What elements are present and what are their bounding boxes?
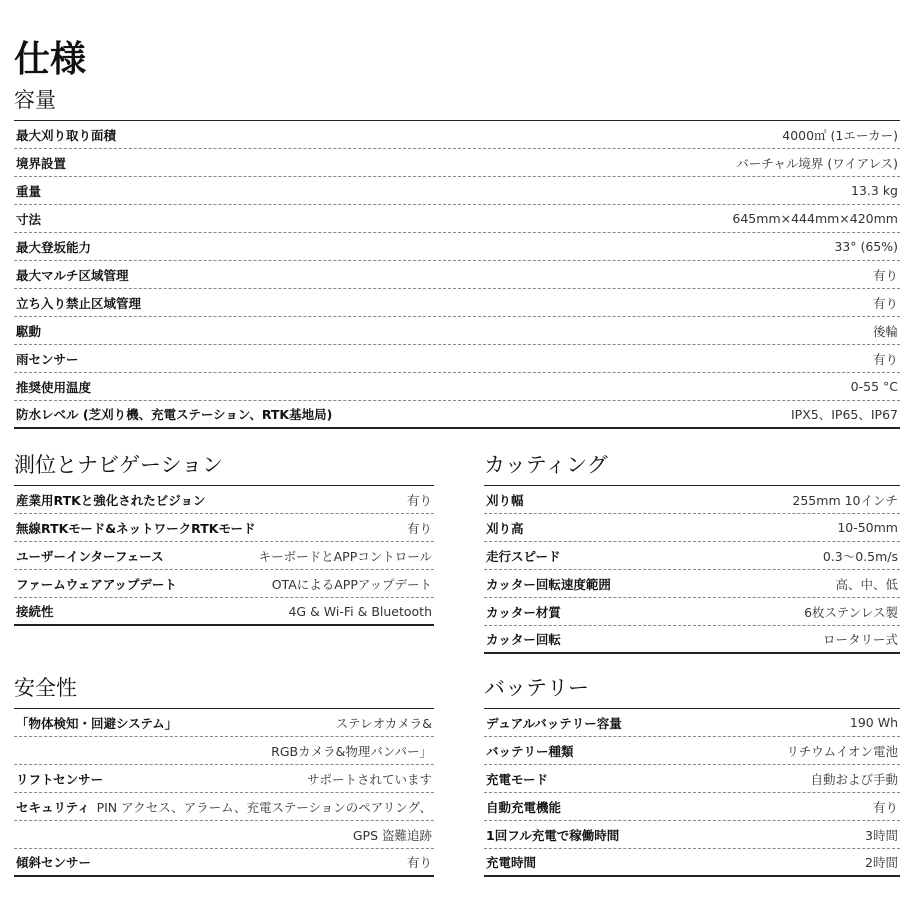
spec-label: 接続性 xyxy=(16,604,54,619)
spec-value: 4G & Wi-Fi & Bluetooth xyxy=(288,603,432,619)
spec-label: 境界設置 xyxy=(16,155,67,171)
safety-section xyxy=(14,678,434,877)
spec-row-charging-time xyxy=(484,849,900,877)
spec-row-waterproof xyxy=(14,401,900,429)
spec-label: 防水レベル (芝刈り機、充電ステーション、RTK基地局) xyxy=(16,407,333,422)
spec-table xyxy=(14,485,434,626)
spec-value: RGBカメラ&物理バンパー」 xyxy=(271,743,432,759)
spec-value: 255mm 10インチ xyxy=(792,492,898,508)
spec-label: 刈り幅 xyxy=(486,492,524,508)
spec-row-temperature xyxy=(14,373,900,401)
spec-value: キーボードとAPPコントロール xyxy=(258,548,432,564)
spec-row-cutting-height xyxy=(484,514,900,542)
spec-row-weight xyxy=(14,177,900,205)
spec-value: 有り xyxy=(406,855,432,870)
spec-label: ユーザーインターフェース xyxy=(16,548,164,564)
section-title-cutting: カッティング xyxy=(484,453,608,477)
spec-label: リフトセンサー xyxy=(16,771,104,787)
spec-value: ロータリー式 xyxy=(822,632,898,647)
spec-value: IPX5、IP65、IP67 xyxy=(790,407,898,422)
spec-row-max-mowing-area xyxy=(14,121,900,149)
cutting-section xyxy=(484,455,900,654)
spec-row-rtk-mode xyxy=(14,514,434,542)
spec-label: 最大マルチ区域管理 xyxy=(16,267,129,283)
spec-row-user-interface xyxy=(14,542,434,570)
spec-row-max-slope xyxy=(14,233,900,261)
spec-value: 10-50mm xyxy=(837,520,898,535)
spec-label: 駆動 xyxy=(16,323,42,339)
spec-label: 寸法 xyxy=(16,211,42,227)
spec-row-travel-speed xyxy=(484,542,900,570)
spec-label: 産業用RTKと強化されたビジョン xyxy=(16,492,206,508)
spec-label: カッター材質 xyxy=(486,604,561,620)
spec-value: 190 Wh xyxy=(849,715,898,730)
spec-value: 6枚ステンレス製 xyxy=(804,604,898,620)
spec-label: セキュリティ xyxy=(16,799,90,815)
spec-row-firmware-update xyxy=(14,570,434,598)
spec-row-cutter-material xyxy=(484,598,900,626)
spec-value: 有り xyxy=(406,492,432,508)
spec-value: リチウムイオン電池 xyxy=(786,743,898,759)
spec-row-cutter-rotation xyxy=(484,626,900,654)
spec-label: 刈り高 xyxy=(486,520,524,536)
spec-row-runtime xyxy=(484,821,900,849)
section-title-battery: バッテリー xyxy=(484,676,589,700)
spec-row-rtk-vision xyxy=(14,486,434,514)
spec-row-cutting-width xyxy=(484,486,900,514)
spec-value: 2時間 xyxy=(865,855,898,870)
spec-row-drive xyxy=(14,317,900,345)
spec-value: PIN アクセス、アラーム、充電ステーションのペアリング、 xyxy=(96,799,432,815)
spec-row-connectivity xyxy=(14,598,434,626)
spec-value: 後輪 xyxy=(872,323,898,339)
spec-label: 充電時間 xyxy=(486,855,537,870)
spec-label: 「物体検知・回避システム」 xyxy=(16,715,178,731)
spec-row-security xyxy=(14,793,434,821)
spec-value: 有り xyxy=(406,520,432,536)
spec-label: 傾斜センサー xyxy=(16,855,92,870)
spec-value: 0.3～0.5m/s xyxy=(822,548,898,564)
spec-row-lift-sensor xyxy=(14,765,434,793)
spec-row-no-go-zone xyxy=(14,289,900,317)
battery-section xyxy=(484,678,900,877)
section-title-capacity: 容量 xyxy=(14,88,56,112)
spec-value: 0-55 °C xyxy=(850,379,898,394)
spec-value: 33° (65%) xyxy=(834,239,898,254)
spec-label: カッター回転 xyxy=(486,632,561,647)
spec-value: バーチャル境界 (ワイアレス) xyxy=(736,155,898,171)
spec-value: 13.3 kg xyxy=(851,183,898,198)
spec-value: GPS 盗難追跡 xyxy=(352,827,432,843)
section-title-safety: 安全性 xyxy=(14,676,77,700)
spec-label: 最大登坂能力 xyxy=(16,239,92,255)
capacity-section xyxy=(14,90,900,429)
spec-value: 3時間 xyxy=(865,827,898,843)
spec-label: 無線RTKモード&ネットワークRTKモード xyxy=(16,520,256,536)
spec-row-security-cont xyxy=(14,821,434,849)
spec-value: 645mm×444mm×420mm xyxy=(732,211,898,226)
positioning-section xyxy=(14,455,434,626)
spec-label: 1回フル充電で稼働時間 xyxy=(486,827,620,843)
spec-label: バッテリー種類 xyxy=(486,743,574,759)
spec-row-tilt-sensor xyxy=(14,849,434,877)
spec-label: 自動充電機能 xyxy=(486,799,562,815)
spec-row-obstacle-avoidance xyxy=(14,709,434,737)
spec-table xyxy=(484,708,900,877)
page-title: 仕様 xyxy=(14,39,87,80)
spec-value: 高、中、低 xyxy=(835,576,898,592)
spec-label: 立ち入り禁止区域管理 xyxy=(16,295,142,311)
spec-value: ステレオカメラ& xyxy=(335,715,432,731)
spec-label: 走行スピード xyxy=(486,548,561,564)
spec-label: カッター回転速度範囲 xyxy=(486,576,611,592)
spec-table xyxy=(14,708,434,877)
spec-row-auto-charging xyxy=(484,793,900,821)
spec-label: ファームウェアアップデート xyxy=(16,576,177,592)
spec-row-rain-sensor xyxy=(14,345,900,373)
spec-label: デュアルバッテリー容量 xyxy=(486,715,622,731)
spec-value: 有り xyxy=(872,267,898,283)
spec-label: 充電モード xyxy=(486,771,549,787)
spec-value: サポートされています xyxy=(306,771,432,787)
spec-row-battery-type xyxy=(484,737,900,765)
spec-value: OTAによるAPPアップデート xyxy=(271,576,432,592)
spec-row-cutter-speed xyxy=(484,570,900,598)
spec-row-boundary-setup xyxy=(14,149,900,177)
spec-value: 4000㎡ (1エーカー) xyxy=(782,127,898,143)
spec-row-multi-zone xyxy=(14,261,900,289)
spec-row-battery-capacity xyxy=(484,709,900,737)
spec-label: 推奨使用温度 xyxy=(16,379,92,395)
spec-row-charging-mode xyxy=(484,765,900,793)
spec-value: 有り xyxy=(872,351,898,367)
spec-table xyxy=(484,485,900,654)
spec-label: 最大刈り取り面積 xyxy=(16,127,117,143)
spec-value: 有り xyxy=(872,799,898,815)
section-title-positioning: 測位とナビゲーション xyxy=(14,453,224,477)
spec-value: 自動および手動 xyxy=(810,771,898,787)
spec-row-dimensions xyxy=(14,205,900,233)
spec-label: 雨センサー xyxy=(16,351,79,367)
spec-label: 重量 xyxy=(16,183,42,199)
spec-table xyxy=(14,120,900,429)
spec-row-obstacle-avoidance-cont xyxy=(14,737,434,765)
spec-value: 有り xyxy=(872,295,898,311)
